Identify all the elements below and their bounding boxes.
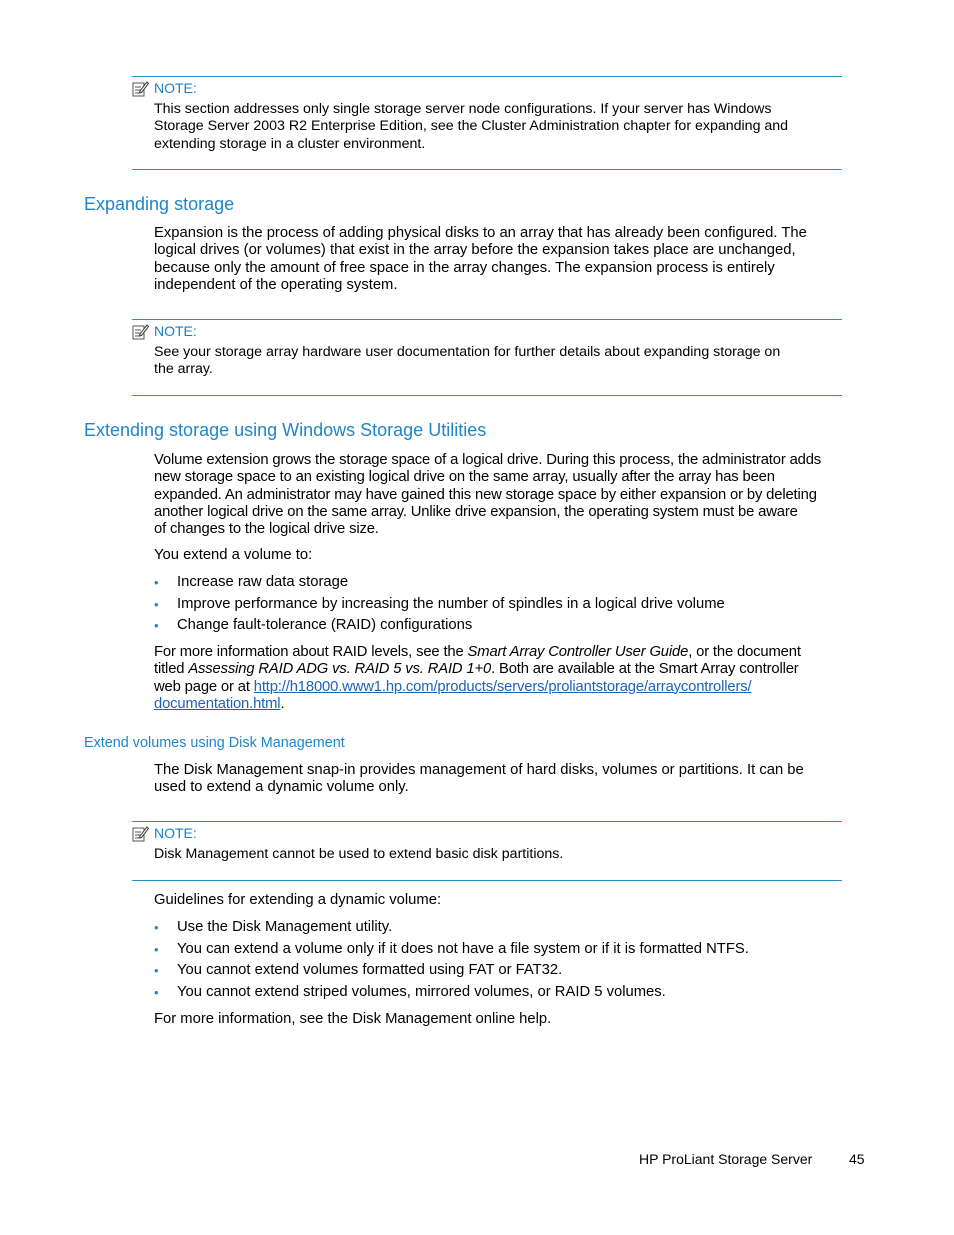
paragraph-line: because only the amount of free space in the array changes. The expansion process is entirely xyxy=(154,259,775,276)
paragraph-line: Guidelines for extending a dynamic volume: xyxy=(154,892,442,908)
footer-title: HP ProLiant Storage Server xyxy=(639,1151,813,1167)
note-box xyxy=(132,821,842,881)
note-text xyxy=(154,846,842,863)
note-line: This section addresses only single storage server node configurations. If your server has Windows xyxy=(154,101,772,117)
paragraph-line: The Disk Management snap-in provides management of hard disks, volumes or partitions. It can be xyxy=(154,762,804,778)
note-header xyxy=(132,79,197,97)
paragraph-line xyxy=(154,644,860,661)
note-pencil-icon xyxy=(132,80,149,97)
paragraph-line: another logical drive on the same array. Unlike drive expansion, the operating system must be aware xyxy=(154,503,798,520)
note-pencil-icon xyxy=(132,323,149,340)
extend-intro xyxy=(154,547,860,564)
list-item xyxy=(154,960,854,982)
note-line: Disk Management cannot be used to extend basic disk partitions. xyxy=(154,846,564,862)
extending-storage-paragraph xyxy=(154,452,860,538)
paragraph-line: Volume extension grows the storage space of a logical drive. During this process, the administrator adds xyxy=(154,452,822,468)
list-item-text: Increase raw data storage xyxy=(177,574,349,590)
list-item-text: You cannot extend volumes formatted using FAT or FAT32. xyxy=(177,962,563,978)
bullet-icon: • xyxy=(154,618,159,633)
page-number: 45 xyxy=(849,1151,865,1167)
list-item xyxy=(154,939,854,961)
guidelines-intro xyxy=(154,892,860,909)
documentation-link-continued[interactable]: documentation.html xyxy=(154,695,281,712)
note-label: NOTE: xyxy=(154,80,197,96)
guidelines-list xyxy=(154,917,854,1003)
paragraph-line xyxy=(154,661,860,678)
note-box xyxy=(132,319,842,396)
paragraph-line: Expansion is the process of adding physical disks to an array that has already been configured. The xyxy=(154,225,807,241)
list-item xyxy=(154,594,854,616)
note-header xyxy=(132,824,197,842)
text-run: . Both are available at the Smart Array controller xyxy=(491,661,799,678)
paragraph-line: independent of the operating system. xyxy=(154,276,398,293)
note-line: See your storage array hardware user documentation for further details about expanding storage on xyxy=(154,344,781,360)
list-item-text: You cannot extend striped volumes, mirrored volumes, or RAID 5 volumes. xyxy=(177,983,666,1000)
expanding-storage-paragraph xyxy=(154,225,860,294)
text-run: titled xyxy=(154,661,189,678)
document-title: Assessing RAID ADG vs. RAID 5 vs. RAID 1+0 xyxy=(188,661,492,678)
list-item xyxy=(154,917,854,939)
note-line: the array. xyxy=(154,361,213,378)
note-label: NOTE: xyxy=(154,825,197,841)
note-pencil-icon xyxy=(132,825,149,842)
note-line: extending storage in a cluster environment. xyxy=(154,135,426,152)
bullet-icon: • xyxy=(154,575,159,590)
note-line: Storage Server 2003 R2 Enterprise Edition, see the Cluster Administration chapter for expanding and xyxy=(154,118,789,135)
list-item xyxy=(154,572,854,594)
paragraph-line: You extend a volume to: xyxy=(154,547,313,563)
paragraph-line: logical drives (or volumes) that exist in the array before the expansion takes place are unchanged, xyxy=(154,242,796,259)
paragraph-line: For more information, see the Disk Management online help. xyxy=(154,1011,552,1027)
text-run: , or the document xyxy=(688,644,801,660)
note-box xyxy=(132,76,842,170)
list-item xyxy=(154,982,854,1004)
bullet-icon: • xyxy=(154,963,159,978)
bullet-icon: • xyxy=(154,920,159,935)
documentation-link[interactable]: http://h18000.www1.hp.com/products/servers/proliantstorage/arraycontrollers/ xyxy=(253,678,752,695)
text-run: . xyxy=(280,695,285,712)
paragraph-line: used to extend a dynamic volume only. xyxy=(154,779,409,796)
paragraph-line: of changes to the logical drive size. xyxy=(154,521,379,538)
list-item xyxy=(154,615,854,637)
note-text xyxy=(154,344,842,379)
text-run: web page or at xyxy=(154,678,254,695)
list-item-text: Use the Disk Management utility. xyxy=(177,919,393,935)
bullet-icon: • xyxy=(154,596,159,612)
paragraph-line xyxy=(154,679,860,696)
section-heading-extending-storage: Extending storage using Windows Storage Utilities xyxy=(84,420,487,440)
note-text xyxy=(154,101,842,153)
list-item-text: You can extend a volume only if it does not have a file system or if it is formatted NTFS. xyxy=(177,940,749,957)
note-label: NOTE: xyxy=(154,323,197,339)
list-item-text: Improve performance by increasing the number of spindles in a logical drive volume xyxy=(177,595,725,612)
paragraph-line: new storage space to an existing logical drive on the same array, usually after the array has been xyxy=(154,469,775,486)
more-info-paragraph xyxy=(154,644,860,713)
closing-paragraph xyxy=(154,1011,860,1028)
paragraph-line: expanded. An administrator may have gained this new storage space by either expansion or by deleting xyxy=(154,486,817,503)
paragraph-line xyxy=(154,696,860,713)
extend-reasons-list xyxy=(154,572,854,637)
list-item-text: Change fault-tolerance (RAID) configurations xyxy=(177,617,473,633)
bullet-icon: • xyxy=(154,941,159,957)
disk-management-paragraph xyxy=(154,762,860,797)
bullet-icon: • xyxy=(154,984,159,1000)
subsection-heading-disk-management: Extend volumes using Disk Management xyxy=(84,735,345,751)
note-header xyxy=(132,322,197,340)
text-run: For more information about RAID levels, see the xyxy=(154,644,468,660)
document-title: Smart Array Controller User Guide xyxy=(467,644,689,660)
section-heading-expanding-storage: Expanding storage xyxy=(84,194,235,214)
